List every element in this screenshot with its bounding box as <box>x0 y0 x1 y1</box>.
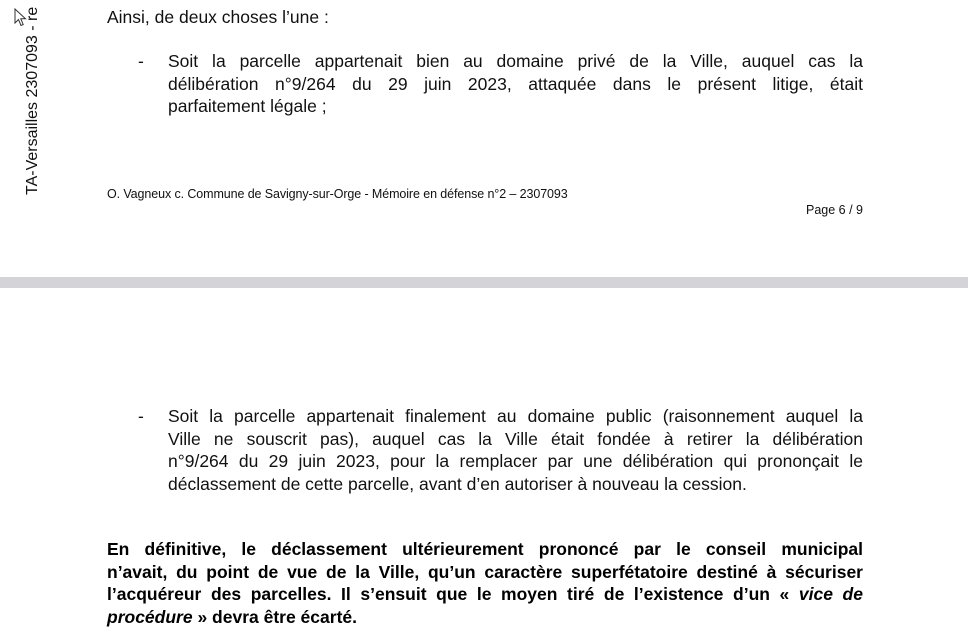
conclusion-line <box>107 606 863 629</box>
page-number: Page 6 / 9 <box>806 203 863 217</box>
bullet-line: n°9/264 du 29 juin 2023, pour la remplacer par une délibération qui prononçait le <box>168 451 863 471</box>
page-separator <box>0 277 968 288</box>
conclusion-line: En définitive, le déclassement ultérieurement prononcé par le conseil municipal <box>107 539 863 559</box>
arrow-pointer-icon <box>14 8 28 28</box>
conclusion-italic-text: vice de <box>798 584 863 604</box>
bullet-line: parfaitement légale ; <box>168 96 327 116</box>
bullet-item-private-domain <box>168 50 863 118</box>
page-footer-title: O. Vagneux c. Commune de Savigny-sur-Orge - Mémoire en défense n°2 – 2307093 <box>107 187 568 201</box>
conclusion-text: » devra être écarté. <box>192 606 357 627</box>
bullet-line: Soit la parcelle appartenait finalement au domaine public (raisonnement auquel la <box>168 406 863 426</box>
bullet-line: déclassement de cette parcelle, avant d’en autoriser à nouveau la cession. <box>168 473 747 494</box>
intro-paragraph: Ainsi, de deux choses l’une : <box>107 7 329 27</box>
bullet-line: Ville ne souscrit pas), auquel cas la Ville était fondée à retirer la délibération <box>168 428 863 449</box>
side-stamp: TA-Versailles 2307093 - re <box>24 6 41 195</box>
conclusion-line: n’avait, du point de vue de la Ville, qu’un caractère superfétatoire destiné à sécuriser <box>107 561 863 582</box>
bullet-line: Soit la parcelle appartenait bien au domaine privé de la Ville, auquel cas la <box>168 51 863 71</box>
conclusion-text: l’acquéreur des parcelles. Il s’ensuit que le moyen tiré de l’existence d’un « <box>107 584 799 604</box>
bullet-item-public-domain <box>168 405 863 495</box>
bullet-marker: - <box>138 51 144 71</box>
bullet-line: délibération n°9/264 du 29 juin 2023, attaquée dans le présent litige, était <box>168 73 863 94</box>
bullet-marker: - <box>138 406 144 426</box>
conclusion-italic-text: procédure <box>107 606 193 627</box>
conclusion-paragraph <box>107 538 863 628</box>
conclusion-line <box>107 583 863 606</box>
